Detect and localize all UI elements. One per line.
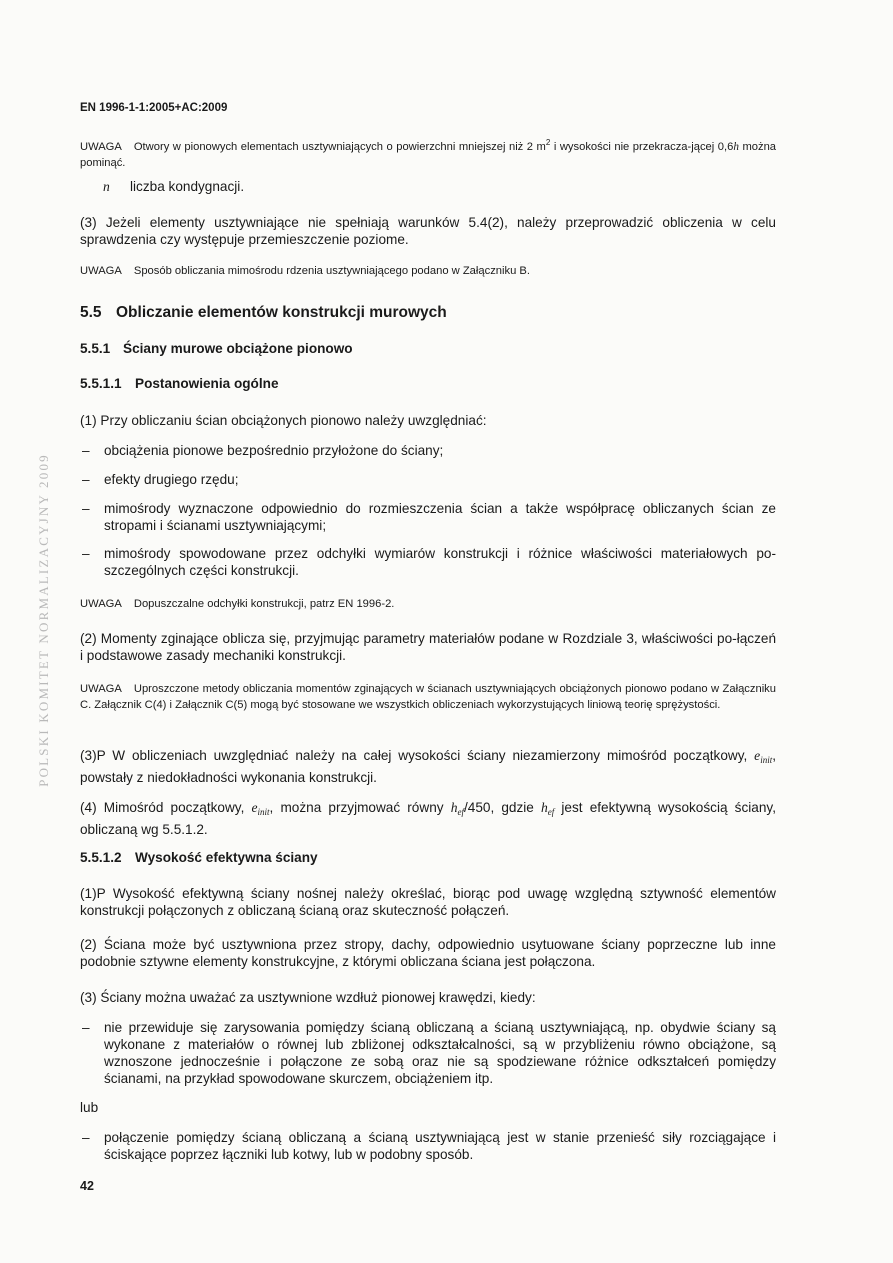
section-number: 5.5.1.1 <box>80 376 122 391</box>
dash-bullet: – <box>82 443 90 458</box>
symbol-e: e <box>251 800 258 815</box>
paragraph-text: , powstały z niedokładności wykonania konstrukcji. <box>80 748 776 785</box>
definition-n <box>103 178 773 195</box>
section-heading-5-5-1 <box>80 341 776 356</box>
dash-bullet: – <box>82 1020 90 1035</box>
list-item <box>80 471 776 488</box>
page-number: 42 <box>80 1179 94 1193</box>
list-item <box>80 500 776 534</box>
note-text-cont: i wysokości nie przekracza-jącej 0,6 <box>550 141 734 153</box>
section-title: Wysokość efektywna ściany <box>135 850 318 865</box>
list-item-text: połączenie pomiędzy ścianą obliczaną a ścianą usztywniającą jest w stanie przenieść siły rozciągające i ściskające poprzez łączniki lub kotwy, lub w podobny sposób. <box>104 1130 776 1162</box>
paragraph-4-initial-eccentricity <box>80 799 776 838</box>
subscript-init: init <box>760 755 773 765</box>
section-number: 5.5.1 <box>80 341 111 356</box>
paragraph-3p-eccentricity <box>80 747 776 786</box>
note-text: Uproszczone metody obliczania momentów zginających w ścianach usztywniających obciążonych pionowo podano w Załączniku C. Załącznik C(4) i Załącznik C(5) mogą być stosowane we wszystkich obliczeniach wykorzystujących liniową teorię sprężystości. <box>80 683 776 711</box>
note-text: Sposób obliczania mimośrodu rdzenia usztywniającego podano w Załączniku B. <box>133 265 530 277</box>
paragraph-text: (4) Mimośród początkowy, <box>80 800 252 815</box>
list-item <box>80 1129 776 1163</box>
document-page <box>80 0 776 1263</box>
section-title: Postanowienia ogólne <box>135 376 279 391</box>
standard-header: EN 1996-1-1:2005+AC:2009 <box>80 102 228 114</box>
paragraph-1p-effective-height: (1)P Wysokość efektywną ściany nośnej należy określać, biorąc pod uwagę względną sztywność elementów konstrukcji połączonych z obliczaną ścianą oraz skuteczność połączeń. <box>80 886 776 918</box>
subscript-init: init <box>257 807 270 817</box>
list-item <box>80 1019 776 1087</box>
section-heading-5-5-1-2 <box>80 850 776 865</box>
definition-symbol: n <box>103 179 110 194</box>
list-item-text: mimośrody spowodowane przez odchyłki wymiarów konstrukcji i różnice właściwości materiałowych po-szczególnych części konstrukcji. <box>104 546 776 578</box>
section-title: Obliczanie elementów konstrukcji murowych <box>116 304 447 321</box>
section-number: 5.5 <box>80 304 102 321</box>
paragraph-text: , można przyjmować równy <box>269 800 451 815</box>
paragraph-2-stiffening: (2) Ściana może być usztywniona przez stropy, dachy, odpowiednio usytuowane ściany poprzeczne lub inne podobnie sztywne elementy konstrukcyjne, z którymi obliczana ściana jest połączona. <box>80 937 776 969</box>
note-tolerances <box>80 596 776 612</box>
section-number: 5.5.1.2 <box>80 850 122 865</box>
subscript-ef: ef <box>547 807 555 817</box>
note-symbol: h <box>733 141 739 153</box>
list-item-text: efekty drugiego rzędu; <box>104 472 239 487</box>
symbol-e: e <box>754 748 761 763</box>
symbol-h: h <box>540 800 548 815</box>
section-heading-5-5 <box>80 304 776 322</box>
connector-lub: lub <box>80 1100 99 1115</box>
paragraph-text: /450, gdzie <box>463 800 541 815</box>
dash-bullet: – <box>82 501 90 516</box>
paragraph-3-vertical-edge: (3) Ściany można uważać za usztywnione wzdłuż pionowej krawędzi, kiedy: <box>80 990 536 1005</box>
paragraph-text: jest efektywną wysokością ściany, obliczaną wg 5.5.1.2. <box>80 800 776 837</box>
list-item <box>80 442 776 459</box>
paragraph-text: (3)P W obliczeniach uwzględniać należy na całej wysokości ściany niezamierzony mimośród początkowy, <box>80 748 755 763</box>
list-item-text: mimośrody wyznaczone odpowiednio do rozmieszczenia ścian a także współpracę obliczanych ścian ze stropami i ścianami usztywniającymi; <box>104 501 776 533</box>
list-item-text: obciążenia pionowe bezpośrednio przyłożone do ściany; <box>104 443 444 458</box>
note-label: UWAGA <box>80 265 122 277</box>
paragraph-3-bracing: (3) Jeżeli elementy usztywniające nie spełniają warunków 5.4(2), należy przeprowadzić obliczenia w celu sprawdzenia czy występuje przemieszczenie poziome. <box>80 215 776 247</box>
dash-bullet: – <box>82 546 90 561</box>
dash-bullet: – <box>82 472 90 487</box>
dash-bullet: – <box>82 1130 90 1145</box>
note-label: UWAGA <box>80 598 122 610</box>
note-superscript: 2 <box>545 138 551 147</box>
note-text: Dopuszczalne odchyłki konstrukcji, patrz EN 1996-2. <box>133 598 395 610</box>
note-text: Otwory w pionowych elementach usztywniających o powierzchni mniejszej niż 2 m <box>133 141 546 153</box>
note-annex-b <box>80 263 776 279</box>
paragraph-1-general: (1) Przy obliczaniu ścian obciążonych pionowo należy uwzględniać: <box>80 413 487 428</box>
watermark-text: POLSKI KOMITET NORMALIZACYJNY 2009 <box>36 453 51 787</box>
note-text-end: można pominąć. <box>80 141 777 169</box>
note-label: UWAGA <box>80 141 122 153</box>
definition-text: liczba kondygnacji. <box>130 179 245 194</box>
section-title: Ściany murowe obciążone pionowo <box>123 341 353 356</box>
list-item <box>80 545 776 579</box>
note-label: UWAGA <box>80 683 122 695</box>
list-item-text: nie przewiduje się zarysowania pomiędzy ścianą obliczaną a ścianą usztywniającą, np. obydwie ściany są wykonane z materiałów o równej lub zbliżonej odkształcalności, są w przybliżeniu równo obciążone, są wznoszone jednocześnie i połączone ze sobą oraz nie są spodziewane różnice odkształceń pomiędzy ścianami, na przykład spowodowane skurczem, obciążeniem itp. <box>104 1020 776 1086</box>
subscript-ef: ef <box>457 807 464 817</box>
note-openings <box>80 135 776 171</box>
paragraph-2-moments: (2) Momenty zginające oblicza się, przyjmując parametry materiałów podane w Rozdziale 3, właściwości po-łączeń i podstawowe zasady mechaniki konstrukcji. <box>80 631 776 663</box>
note-annex-c <box>80 681 776 713</box>
section-heading-5-5-1-1 <box>80 376 776 391</box>
symbol-h: h <box>450 800 458 815</box>
